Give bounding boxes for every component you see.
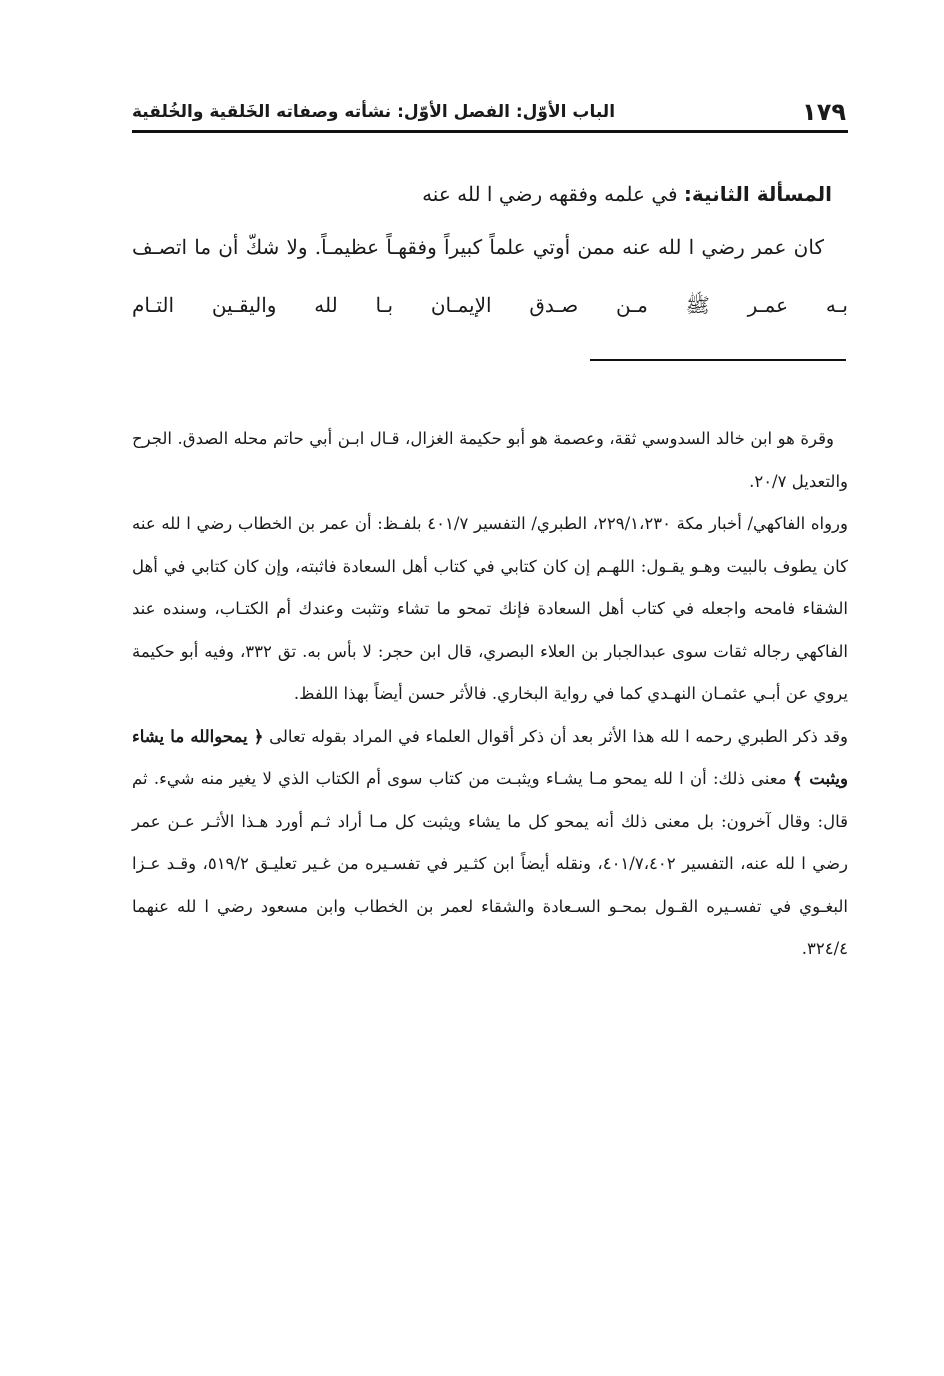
page-header (132, 88, 848, 128)
footnote-paragraph-3 (132, 716, 848, 971)
footnote-text: معنى ذلك: أن ا لله يمحو مـا يشـاء ويثبـت من كتاب سوى أم الكتاب الذي لا يغير منه شيء. ثم قال: وقال آخرون: بل معنى ذلك أنه يمحو كل ما يشاء ويثبت كل مـا أراد ثـم أورد هـذا الأثـر عـن عمر رضي ا لله عنه، التفسير ٤٠١/٧،٤٠٢، ونقله أيضاً ابن كثـير في تفسـيره من غـير تعليـق ٥١٩/٢، وقـد عـزا البغـوي في تفسـيره القـول بمحـو السـعادة والشقاء لعمر بن الخطاب وابن مسعود رضي ا لله عنهما ٣٢٤/٤. (132, 769, 848, 958)
footnote-paragraph-2: ورواه الفاكهي/ أخبار مكة ٢٢٩/١،٢٣٠، الطبري/ التفسير ٤٠١/٧ بلفـظ: أن عمر بن الخطاب رضي ا لله عنه كان يطوف بالبيت وهـو يقـول: اللهـم إن كان كتابي في كتاب أهل السعادة فاثبته، وإن كان كتابي في أهل الشقاء فامحه واجعله في كتاب أهل السعادة فإنك تمحو ما تشاء وتثبت وعندك أم الكتـاب، وسنده عند الفاكهي رجاله ثقات سوى عبدالجبار بن العلاء البصري، قال ابن حجر: لا بأس به. تق ٣٣٢، وفيه أبو حكيمة يروي عن أبـي عثمـان النهـدي كما في رواية البخاري. فالأثر حسن أيضاً بهذا اللفظ. (132, 514, 849, 703)
section-heading-label: المسألة الثانية: (683, 182, 832, 206)
body-paragraph: كان عمر رضي ا لله عنه ممن أوتي علماً كبيراً وفقهـاً عظيمـاً. ولا شكّ أن ما اتصـف بـه عمـر ﷺ مـن صـدق الإيمـان بـا لله واليقـين التـام (132, 235, 848, 317)
page-number: ١٧٩ (802, 98, 846, 126)
footnotes (132, 418, 848, 971)
running-title: الباب الأوّل: الفصل الأوّل: نشأته وصفاته الخَلقية والخُلقية (132, 102, 616, 122)
footnote-text: وقد ذكر الطبري رحمه ا لله هذا الأثر بعد أن ذكر أقوال العلماء في المراد بقوله تعالى (269, 726, 849, 746)
footnote-paragraph-1: وقرة هو ابن خالد السدوسي ثقة، وعصمة هو أبو حكيمة الغزال، قـال ابـن أبي حاتم محله الصدق. الجرح والتعديل ٢٠/٧. (132, 429, 848, 491)
main-text (132, 170, 848, 334)
footnote-separator (590, 359, 846, 361)
quran-verse: ﴿ يمحوالله ما يشاء ويثبت ﴾ (132, 726, 848, 788)
section-heading-text: في علمه وفقهه رضي ا لله عنه (422, 182, 678, 206)
section-heading (132, 170, 832, 218)
header-rule (132, 130, 848, 133)
